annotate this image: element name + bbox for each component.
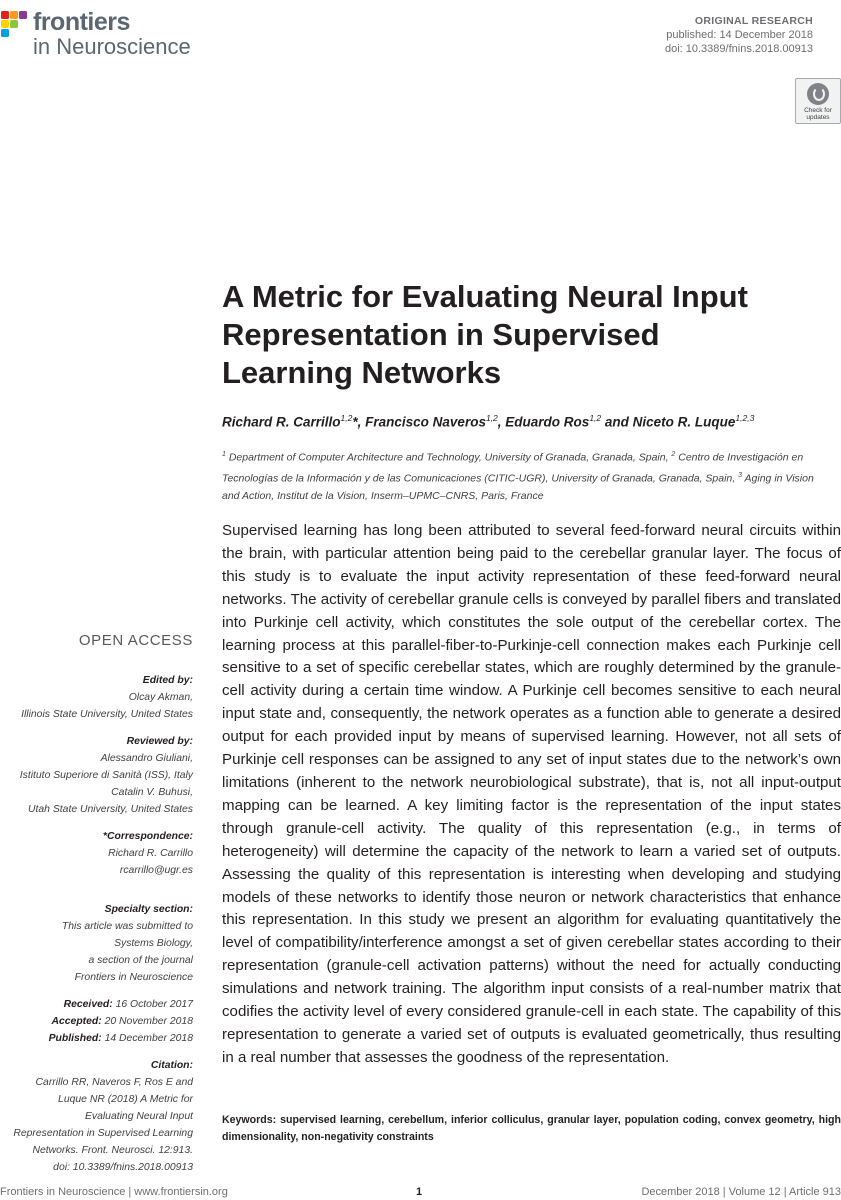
- dates-section: [0, 996, 193, 1047]
- received-date: [0, 996, 193, 1013]
- article-sidebar: [0, 630, 193, 1186]
- published-value: 14 December 2018: [104, 1033, 193, 1044]
- keywords-label: Keywords:: [222, 1114, 277, 1126]
- received-value: 16 October 2017: [115, 999, 193, 1010]
- published-date: published: 14 December 2018: [666, 29, 813, 41]
- crossmark-icon: [807, 83, 829, 105]
- author-separator: ,: [497, 414, 506, 430]
- citation-line: Networks. Front. Neurosci. 12:913.: [32, 1145, 193, 1156]
- frontiers-logo-icon: [0, 10, 28, 38]
- citation-line: Evaluating Neural Input: [84, 1111, 193, 1122]
- edited-by-heading: Edited by:: [142, 675, 193, 686]
- affil-sup: 2: [671, 451, 676, 458]
- specialty-line: Frontiers in Neuroscience: [74, 972, 193, 983]
- doi-link[interactable]: doi: 10.3389/fnins.2018.00913: [664, 43, 813, 55]
- correspondence-section: [0, 828, 193, 879]
- abstract-text: Supervised learning has long been attributed to several feed-forward neural circuits within the brain, with particular attention being paid to the cerebellar granular layer. The focus of this study is to evaluate the input activity representation of these feed-forward neural networks. The activity of cerebellar granule cells is conveyed by parallel fibers and translated into Purkinje cell activity, which constitutes the sole output of the cerebellar cortex. The learning process at this parallel-fiber-to-Purkinje-cell connection makes each Purkinje cell sensitive to a set of specific cerebellar states, which are roughly determined by the granule-cell activity during a certain time window. A Purkinje cell becomes sensitive to each neural input state and, consequently, the network operates as a function able to generate a desired output for each provided input by means of supervised learning. However, not all sets of Purkinje cell responses can be assigned to any set of input states due to the network’s own limitations (inherent to the network neurobiological substrate), that is, not all input-output mapping can be learned. A key limiting factor is the representation of the input states through granule-cell activity. The quality of this representation (e.g., in terms of heterogeneity) will determine the capacity of the network to learn a varied set of outputs. Assessing the quality of this representation is interesting when developing and studying models of these networks to identify those neuron or network characteristics that enhance this representation. In this study we present an algorithm for evaluating quantitatively the level of compatibility/interference amongst a set of given cerebellar states according to their representation (granule-cell activation patterns) without the need for actually conducting simulations and network training. The algorithm input consists of a real-number matrix that codifies the activity level of every considered granule-cell in each state. The capability of this representation to generate a varied set of outputs is evaluated geometrically, thus resulting in a real number that assesses the goodness of the representation.: [222, 522, 841, 1066]
- specialty-line: a section of the journal: [88, 955, 193, 966]
- correspondence-name: Richard R. Carrillo: [108, 848, 193, 859]
- footer-journal-link[interactable]: Frontiers in Neuroscience | www.frontiersin.org: [0, 1186, 228, 1198]
- correspondence-email[interactable]: rcarrillo@ugr.es: [119, 865, 193, 876]
- reviewer-line: Alessandro Giuliani,: [100, 753, 193, 764]
- received-label: Received:: [63, 999, 113, 1010]
- reviewer-line: Catalin V. Buhusi,: [111, 787, 193, 798]
- title-line: Learning Networks: [222, 355, 502, 390]
- author-affil-sup: 1,2: [589, 413, 602, 423]
- title-line: A Metric for Evaluating Neural Input: [222, 279, 748, 314]
- citation-line: Luque NR (2018) A Metric for: [58, 1094, 193, 1105]
- footer-page-number: 1: [416, 1186, 423, 1198]
- affil-sup: 3: [738, 472, 743, 479]
- article-meta: [665, 14, 813, 56]
- author-affil-sup: 1,2: [485, 413, 498, 423]
- affiliation: Aging in Vision and Action, Institut de la Vision, Inserm–UPMC–CNRS, Paris, France: [222, 472, 814, 502]
- affil-sup: 1: [222, 451, 226, 458]
- article-title: [222, 278, 822, 392]
- editor-name: Olcay Akman,: [128, 692, 193, 703]
- author-separator: ,: [357, 414, 366, 430]
- affiliation: Centro de Investigación en Tecnologías de la Información y de las Comunicaciones (CITIC-UGR), University of Granada, Granada, Spain,: [222, 451, 804, 485]
- accepted-date: [0, 1013, 193, 1030]
- edited-by-section: [0, 672, 193, 723]
- author-corresponding-mark: *: [352, 414, 358, 430]
- check-updates-line1: Check for: [804, 107, 832, 114]
- editor-affiliation: Illinois State University, United States: [21, 709, 193, 720]
- published-label: Published:: [48, 1033, 102, 1044]
- author-list: [222, 413, 822, 430]
- accepted-value: 20 November 2018: [104, 1016, 193, 1027]
- journal-logo[interactable]: [0, 4, 220, 60]
- open-access-label: OPEN ACCESS: [78, 632, 193, 649]
- author-affil-sup: 1,2,3: [735, 413, 755, 423]
- journal-name: in Neuroscience: [33, 34, 191, 59]
- keywords: [222, 1112, 841, 1146]
- reviewed-by-heading: Reviewed by:: [126, 736, 193, 747]
- citation-section: [0, 1057, 193, 1176]
- check-updates-label: [796, 107, 840, 121]
- citation-line: Representation in Supervised Learning: [13, 1128, 193, 1139]
- author-affil-sup: 1,2: [340, 413, 353, 423]
- author-name[interactable]: Niceto R. Luque: [632, 414, 736, 430]
- specialty-line: Systems Biology,: [114, 938, 193, 949]
- reviewer-line: Istituto Superiore di Sanità (ISS), Italy: [19, 770, 193, 781]
- specialty-heading: Specialty section:: [104, 904, 193, 915]
- author-name[interactable]: Eduardo Ros: [505, 414, 590, 430]
- check-for-updates-button[interactable]: [795, 78, 841, 124]
- journal-brand: frontiers: [33, 8, 130, 36]
- title-line: Representation in Supervised: [222, 317, 660, 352]
- article-type: ORIGINAL RESEARCH: [694, 15, 813, 27]
- citation-heading: Citation:: [150, 1060, 193, 1071]
- affiliations: [222, 446, 822, 506]
- author-name[interactable]: Francisco Naveros: [365, 414, 486, 430]
- reviewer-line: Utah State University, United States: [28, 804, 193, 815]
- footer-issue-info: December 2018 | Volume 12 | Article 913: [641, 1186, 841, 1198]
- reviewed-by-section: [0, 733, 193, 818]
- specialty-section: [0, 901, 193, 986]
- affiliation: Department of Computer Architecture and Technology, University of Granada, Granada, Spain,: [225, 451, 672, 464]
- keywords-list: supervised learning, cerebellum, inferior colliculus, granular layer, population coding, convex geometry, high dimensionality, non-negativity constraints: [222, 1114, 841, 1143]
- citation-line: Carrillo RR, Naveros F, Ros E and: [35, 1077, 193, 1088]
- citation-doi[interactable]: doi: 10.3389/fnins.2018.00913: [53, 1162, 193, 1173]
- author-separator: and: [601, 414, 633, 430]
- accepted-label: Accepted:: [51, 1016, 102, 1027]
- check-updates-line2: updates: [806, 114, 830, 121]
- correspondence-heading: *Correspondence:: [102, 831, 193, 842]
- published-date-sidebar: [0, 1030, 193, 1047]
- author-name[interactable]: Richard R. Carrillo: [222, 414, 341, 430]
- specialty-line: This article was submitted to: [61, 921, 193, 932]
